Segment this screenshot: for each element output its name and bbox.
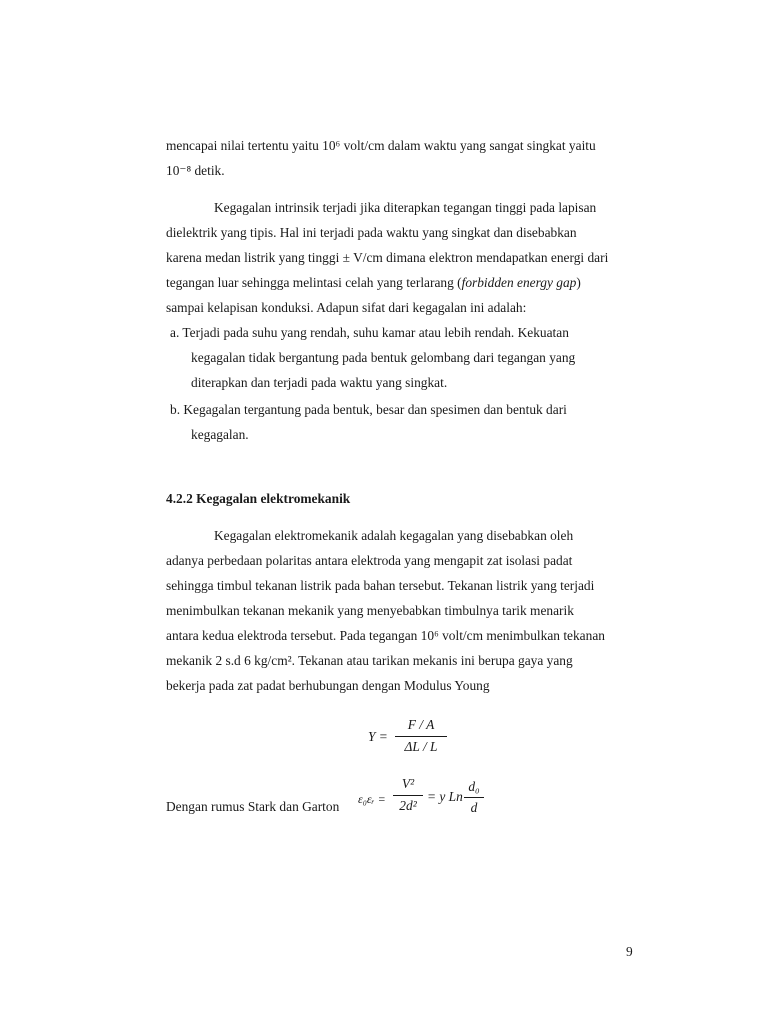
paragraph-1-line-1: mencapai nilai tertentu yaitu 10⁶ volt/cm dalam waktu yang sangat singkat yaitu xyxy=(166,138,596,153)
formula-young-fraction-bar xyxy=(395,736,447,737)
formula-young-denominator: ΔL / L xyxy=(404,739,438,754)
formula-stark-garton-denominator: 2d² xyxy=(399,798,417,813)
list-item-a-line-2: kegagalan tidak bergantung pada bentuk gelombang dari tegangan yang xyxy=(191,350,576,365)
paragraph-3-line-1: Kegagalan elektromekanik adalah kegagalan yang disebabkan oleh xyxy=(214,528,574,543)
section-heading: 4.2.2 Kegagalan elektromekanik xyxy=(166,491,351,506)
list-item-b-line-1: b. Kegagalan tergantung pada bentuk, besar dan spesimen dan bentuk dari xyxy=(170,402,567,417)
paragraph-3-line-3: sehingga timbul tekanan listrik pada bahan tersebut. Tekanan listrik yang terjadi xyxy=(166,578,595,593)
formula-stark-garton-numerator-2: d₀ xyxy=(468,779,480,794)
paragraph-3-line-7: bekerja pada zat padat berhubungan dengan Modulus Young xyxy=(166,678,490,693)
paragraph-2-line-4 xyxy=(166,275,581,291)
paragraph-1-line-2: 10⁻⁸ detik. xyxy=(166,163,225,178)
formula-young-lhs: Y = xyxy=(368,729,388,744)
paragraph-3-line-5: antara kedua elektroda tersebut. Pada tegangan 10⁶ volt/cm menimbulkan tekanan xyxy=(166,628,605,643)
paragraph-3-line-4: menimbulkan tekanan mekanik yang menyebabkan timbulnya tarik menarik xyxy=(166,603,574,618)
formula-stark-garton-denominator-2: d xyxy=(470,800,478,815)
formula-stark-garton-fraction-bar-2 xyxy=(464,797,484,798)
list-item-a-line-3: diterapkan dan terjadi pada waktu yang singkat. xyxy=(191,375,448,390)
page-number: 9 xyxy=(626,944,633,959)
paragraph-2-line-1: Kegagalan intrinsik terjadi jika diterapkan tegangan tinggi pada lapisan xyxy=(214,200,597,215)
formula-stark-garton-middle: = y Ln xyxy=(427,789,463,804)
formula-young-numerator: F / A xyxy=(407,717,435,732)
paragraph-2-line-4-close: ) xyxy=(576,275,581,290)
formula-stark-garton-fraction-bar xyxy=(393,795,423,796)
formula-stark-garton-numerator: V² xyxy=(401,776,415,791)
list-item-a-line-1: a. Terjadi pada suhu yang rendah, suhu kamar atau lebih rendah. Kekuatan xyxy=(170,325,569,340)
forbidden-energy-gap-term: forbidden energy gap xyxy=(461,275,577,290)
paragraph-3-line-6: mekanik 2 s.d 6 kg/cm². Tekanan atau tarikan mekanis ini berupa gaya yang xyxy=(166,653,573,668)
paragraph-2-line-3: karena medan listrik yang tinggi ± V/cm dimana elektron mendapatkan energi dari xyxy=(166,250,609,265)
list-item-b-line-2: kegagalan. xyxy=(191,427,249,442)
paragraph-2-line-2: dielektrik yang tipis. Hal ini terjadi pada waktu yang singkat dan disebabkan xyxy=(166,225,577,240)
paragraph-2-line-4-text: tegangan luar sehingga melintasi celah yang terlarang ( xyxy=(166,275,462,290)
paragraph-3-line-2: adanya perbedaan polaritas antara elektroda yang mengapit zat isolasi padat xyxy=(166,553,573,568)
formula-stark-garton-lhs: ε₀εᵣ = xyxy=(358,792,386,806)
formula-stark-garton-label: Dengan rumus Stark dan Garton xyxy=(166,799,340,814)
paragraph-2-line-5: sampai kelapisan konduksi. Adapun sifat dari kegagalan ini adalah: xyxy=(166,300,527,315)
